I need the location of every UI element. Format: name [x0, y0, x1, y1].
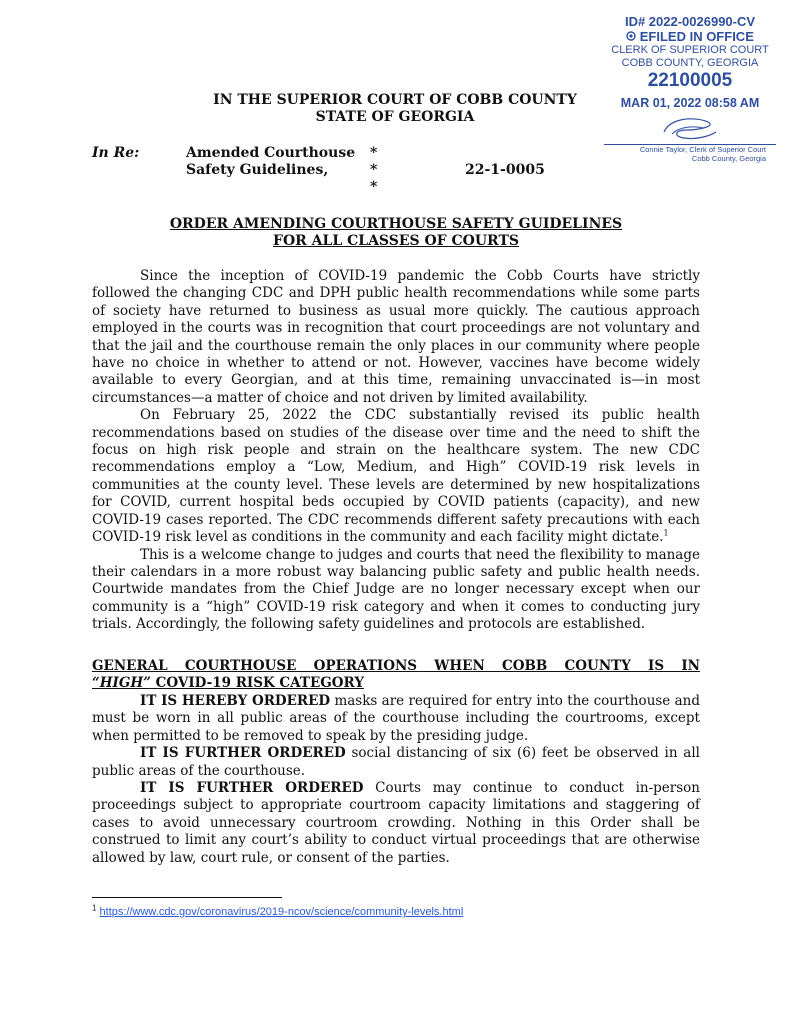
stamp-clerk-office: CLERK OF SUPERIOR COURT — [611, 44, 769, 56]
clerk-signature — [600, 114, 780, 144]
order-paragraphs — [92, 693, 700, 867]
order-paragraph: IT IS FURTHER ORDERED social distancing of six (6) feet be observed in all public areas of the courthouse. — [92, 745, 700, 779]
case-number: 22-1-0005 — [465, 162, 545, 178]
caption-title: Amended Courthouse Safety Guidelines, — [186, 145, 356, 178]
footnote — [92, 903, 464, 918]
footnote-number: 1 — [92, 903, 97, 913]
section-heading: GENERAL COURTHOUSE OPERATIONS WHEN COBB COUNTY IS IN “HIGH” COVID-19 RISK CATEGORY — [92, 658, 700, 692]
paragraph: Since the inception of COVID-19 pandemic the Cobb Courts have strictly followed the changing CDC and DPH public health recommendations while some parts of society have returned to business as usual more quickly. The cautious approach employed in the courts was in recognition that court proceedings are not voluntary and that the jail and the courthouse remain the only places in our community where people have no choice in whether to attend or not. However, vaccines have become widely available to every Georgian, and at this time, remaining unvaccinated is—in most circumstances—a matter of choice and not driven by limited availability. — [92, 268, 700, 406]
footnote-link[interactable]: https://www.cdc.gov/coronavirus/2019-ncov/science/community-levels.html — [99, 906, 464, 918]
footnote-reference: 1 — [663, 528, 669, 538]
stamp-date: MAR 01, 2022 08:58 AM — [620, 96, 760, 110]
stamp-case-number: 22100005 — [647, 70, 733, 91]
order-paragraph: IT IS HEREBY ORDERED masks are required for entry into the courthouse and must be worn in all public areas of the courthouse including the courtrooms, except when permitted to be removed to speak by the presiding judge. — [92, 693, 700, 744]
stamp-efiled: EFILED IN OFFICE — [600, 29, 780, 44]
paragraph: On February 25, 2022 the CDC substantially revised its public health recommendations based on studies of the disease over time and the need to shift the focus on high risk people and strain on the healthcare system. The new CDC recommendations employ a “Low, Medium, and High” COVID-19 risk levels in communities at the county level. These levels are determined by new hospitalizations for COVID, current hospital beds occupied by COVID patients (capacity), and new COVID-19 cases reported. The CDC recommends different safety precautions with each COVID-19 risk level as conditions in the community and each facility might dictate.$^1$ — [92, 407, 700, 546]
efiling-stamp — [600, 14, 780, 163]
footnote-divider — [92, 897, 282, 898]
seal-icon — [626, 29, 640, 44]
stamp-id: ID# 2022-0026990-CV — [624, 14, 756, 29]
in-re-label: In Re: — [92, 145, 140, 161]
court-heading: IN THE SUPERIOR COURT OF COBB COUNTY STATE OF GEORGIA — [213, 92, 577, 125]
order-title: ORDER AMENDING COURTHOUSE SAFETY GUIDELINES FOR ALL CLASSES OF COURTS — [169, 216, 623, 249]
stamp-signer: Connie Taylor, Clerk of Superior Court Cobb County, Georgia — [639, 145, 766, 163]
stamp-county: COBB COUNTY, GEORGIA — [621, 57, 759, 69]
caption-asterisks: * * * — [370, 145, 378, 195]
introduction-paragraphs — [92, 268, 700, 634]
paragraph: This is a welcome change to judges and courts that need the flexibility to manage their calendars in a more robust way balancing public safety and public health needs. Courtwide mandates from the Chief Judge are no longer necessary except when our community is a “high” COVID-19 risk category and when it comes to conducting jury trials. Accordingly, the following safety guidelines and protocols are established. — [92, 546, 700, 633]
order-paragraph: IT IS FURTHER ORDERED Courts may continue to conduct in-person proceedings subject to appropriate courtroom capacity limitations and staggering of cases to avoid unnecessary courtroom crowding. Nothing in this Order shall be construed to limit any court’s ability to conduct virtual proceedings that are otherwise allowed by law, court rule, or consent of the parties. — [92, 780, 700, 866]
